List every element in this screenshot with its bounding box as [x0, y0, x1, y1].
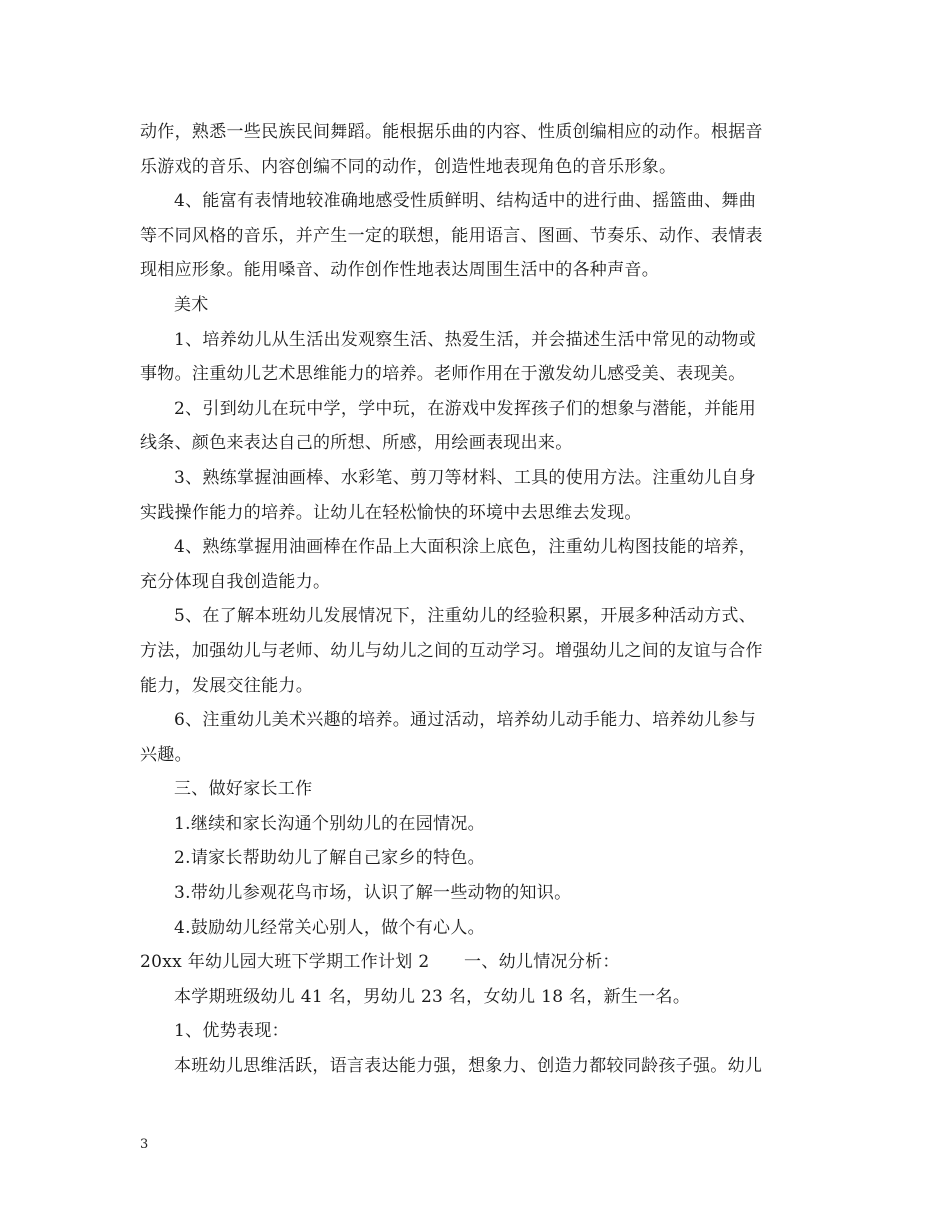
- list-item-1: 1.继续和家长沟通个别幼儿的在园情况。: [174, 813, 485, 834]
- text-line-11: 3、熟练掌握油画棒、水彩笔、剪刀等材料、工具的使用方法。注重幼儿自身: [174, 467, 757, 488]
- text-line-2: 乐游戏的音乐、内容创编不同的动作，创造性地表现角色的音乐形象。: [140, 156, 677, 177]
- text-line-5: 现相应形象。能用嗓音、动作创作性地表达周围生活中的各种声音。: [140, 260, 659, 281]
- text-line-26: 本学期班级幼儿 41 名，男幼儿 23 名，女幼儿 18 名，新生一名。: [174, 986, 691, 1007]
- text-line-13: 4、熟练掌握用油画棒在作品上大面积涂上底色，注重幼儿构图技能的培养，: [174, 537, 757, 558]
- list-item-2: 2.请家长帮助幼儿了解自己家乡的特色。: [174, 848, 485, 869]
- text-line-1: 动作，熟悉一些民族民间舞蹈。能根据乐曲的内容、性质创编相应的动作。根据音: [140, 122, 763, 142]
- text-line-15: 5、在了解本班幼儿发展情况下，注重幼儿的经验积累，开展多种活动方式、: [174, 606, 757, 627]
- text-line-17: 能力，发展交往能力。: [140, 675, 313, 696]
- text-line-8: 事物。注重幼儿艺术思维能力的培养。老师作用在于激发幼儿感受美、表现美。: [140, 364, 746, 385]
- document-body: [140, 115, 812, 1084]
- text-line-9: 2、引到幼儿在玩中学，学中玩，在游戏中发挥孩子们的想象与潜能，并能用: [174, 398, 757, 419]
- text-line-3: 4、能富有表情地较准确地感受性质鲜明、结构适中的进行曲、摇篮曲、舞曲: [174, 191, 757, 212]
- text-line-12: 实践操作能力的培养。让幼儿在轻松愉快的环境中去思维去发现。: [140, 502, 642, 523]
- text-line-18: 6、注重幼儿美术兴趣的培养。通过活动，培养幼儿动手能力、培养幼儿参与: [174, 710, 757, 731]
- text-line-7: 1、培养幼儿从生活出发观察生活、热爱生活，并会描述生活中常见的动物或: [174, 329, 757, 350]
- list-item-3: 3.带幼儿参观花鸟市场，认识了解一些动物的知识。: [174, 883, 572, 904]
- section-heading-art: 美术: [174, 294, 209, 315]
- page-number: 3: [140, 1137, 149, 1152]
- plan-title-line: 20xx 年幼儿园大班下学期工作计划 2 一、幼儿情况分析：: [140, 952, 620, 973]
- text-line-19: 兴趣。: [140, 744, 192, 765]
- text-line-28: 本班幼儿思维活跃，语言表达能力强，想象力、创造力都较同龄孩子强。幼儿: [174, 1056, 763, 1077]
- text-line-4: 等不同风格的音乐，并产生一定的联想，能用语言、图画、节奏乐、动作、表情表: [140, 225, 763, 246]
- text-line-27: 1、优势表现：: [174, 1021, 289, 1042]
- text-line-10: 线条、颜色来表达自己的所想、所感，用绘画表现出来。: [140, 433, 573, 454]
- text-line-16: 方法，加强幼儿与老师、幼儿与幼儿之间的互动学习。增强幼儿之间的友谊与合作: [140, 640, 763, 661]
- list-item-4: 4.鼓励幼儿经常关心别人，做个有心人。: [174, 917, 485, 938]
- text-line-14: 充分体现自我创造能力。: [140, 571, 331, 592]
- section-heading-parents: 三、做好家长工作: [174, 779, 313, 800]
